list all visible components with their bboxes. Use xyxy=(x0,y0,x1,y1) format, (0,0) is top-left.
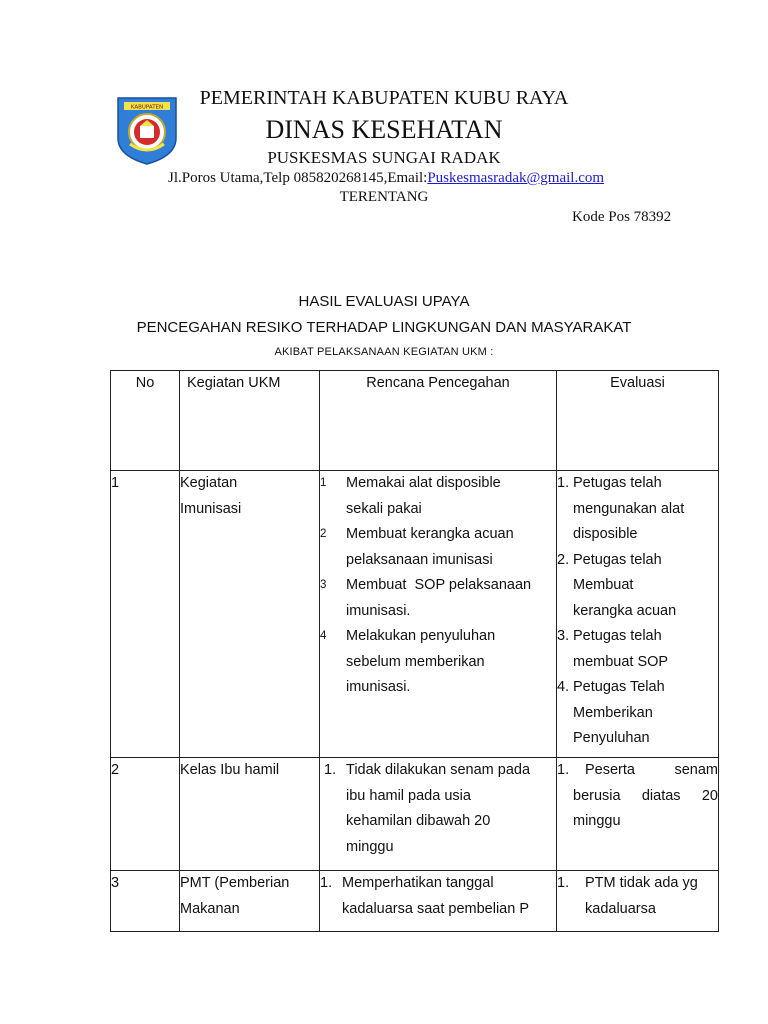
letterhead-agency: DINAS KESEHATAN xyxy=(265,115,503,144)
item-text: pelaksanaan imunisasi xyxy=(346,551,493,568)
kegiatan-line: Kegiatan xyxy=(180,475,238,491)
item-text: minggu xyxy=(573,813,621,829)
item-text: Melakukan penyuluhan xyxy=(346,628,496,644)
list-item xyxy=(557,758,718,784)
document-subtitle: PENCEGAHAN RESIKO TERHADAP LINGKUNGAN DAN MASYARAKAT xyxy=(136,319,632,336)
list-item xyxy=(320,871,556,922)
letterhead-puskesmas: PUSKESMAS SUNGAI RADAK xyxy=(267,148,501,167)
kegiatan-line: Imunisasi xyxy=(180,500,242,517)
item-text: Membuat SOP pelaksanaan xyxy=(346,577,532,593)
item-text: Membuat kerangka acuan xyxy=(346,526,514,542)
item-text: Petugas Telah xyxy=(573,679,665,695)
row-evaluasi xyxy=(557,871,719,932)
document-subheading: AKIBAT PELAKSANAAN KEGIATAN UKM : xyxy=(274,346,494,358)
item-text: kehamilan dibawah 20 xyxy=(346,813,491,829)
item-number: 4 xyxy=(320,630,327,642)
item-number: 1. xyxy=(320,875,333,891)
list-item xyxy=(557,675,718,752)
item-text: mengunakan alat xyxy=(573,500,685,517)
document-title: HASIL EVALUASI UPAYA xyxy=(298,293,470,310)
item-text: kerangka acuan xyxy=(573,602,677,619)
list-item xyxy=(557,871,718,922)
item-number: 1 xyxy=(320,477,327,489)
item-text: Petugas telah xyxy=(573,628,662,644)
letterhead-address xyxy=(168,170,604,187)
letterhead-postal-code: Kode Pos 78392 xyxy=(572,209,672,225)
list-item xyxy=(320,471,556,522)
header-rencana: Rencana Pencegahan xyxy=(320,371,557,471)
table-row xyxy=(111,758,719,871)
header-kegiatan: Kegiatan UKM xyxy=(180,371,320,471)
item-text: imunisasi. xyxy=(346,679,411,695)
header-evaluasi: Evaluasi xyxy=(557,371,719,471)
row-evaluasi xyxy=(557,758,719,871)
logo-lettering: KABUPATEN xyxy=(130,104,164,111)
letterhead-location: TERENTANG xyxy=(339,189,429,205)
item-text: Memakai alat disposible xyxy=(346,475,501,491)
item-text: kadaluarsa saat pembelian P xyxy=(342,900,530,917)
row-evaluasi xyxy=(557,471,719,758)
item-text: PTM tidak ada yg xyxy=(585,875,698,891)
table-row xyxy=(111,471,719,758)
header-no: No xyxy=(111,371,180,471)
item-number: 1. xyxy=(557,475,570,491)
address-text: Jl.Poros Utama,Telp 085820268145,Email: xyxy=(168,170,428,186)
item-text: imunisasi. xyxy=(346,602,411,619)
row-kegiatan xyxy=(180,471,320,758)
row-number: 3 xyxy=(111,871,180,932)
item-number: 1. xyxy=(324,762,337,778)
row-rencana xyxy=(320,758,557,871)
evaluation-table xyxy=(110,370,719,932)
email-link[interactable]: Puskesmasradak@gmail.com xyxy=(427,170,605,186)
item-number: 2. xyxy=(557,551,570,568)
item-text: Petugas telah xyxy=(573,551,662,568)
row-number: 2 xyxy=(111,758,180,871)
list-item xyxy=(320,624,556,701)
item-text: membuat SOP xyxy=(573,653,669,670)
item-text: Peserta senam xyxy=(585,762,718,778)
item-text: minggu xyxy=(346,838,394,855)
list-item xyxy=(320,522,556,573)
list-item xyxy=(320,573,556,624)
item-number: 1. xyxy=(557,762,570,778)
item-text: kadaluarsa xyxy=(585,900,656,917)
item-text: sekali pakai xyxy=(346,500,422,517)
table-row xyxy=(111,871,719,932)
kegiatan-line: PMT (Pemberian xyxy=(180,875,290,891)
row-kegiatan xyxy=(180,871,320,932)
table-header-row xyxy=(111,371,719,471)
list-item xyxy=(557,471,718,548)
item-text: Membuat xyxy=(573,577,634,593)
item-text: ibu hamil pada usia xyxy=(346,787,471,804)
kegiatan-line: Kelas Ibu hamil xyxy=(180,762,280,778)
row-rencana xyxy=(320,471,557,758)
list-item xyxy=(557,624,718,675)
list-item xyxy=(320,758,556,860)
item-text: sebelum memberikan xyxy=(346,653,485,670)
item-text: Petugas telah xyxy=(573,475,662,491)
item-number: 3 xyxy=(320,579,327,591)
list-item xyxy=(557,548,718,625)
item-number: 3. xyxy=(557,628,570,644)
row-kegiatan xyxy=(180,758,320,871)
item-text: Memperhatikan tanggal xyxy=(342,875,494,891)
item-number: 2 xyxy=(320,528,327,540)
item-number: 4. xyxy=(557,679,570,695)
item-number: 1. xyxy=(557,875,570,891)
item-text: berusia diatas 20 xyxy=(573,787,718,804)
item-text: Tidak dilakukan senam pada xyxy=(346,762,531,778)
item-text: Penyuluhan xyxy=(573,730,650,746)
row-rencana xyxy=(320,871,557,932)
kegiatan-line: Makanan xyxy=(180,900,240,917)
letterhead-government: PEMERINTAH KABUPATEN KUBU RAYA xyxy=(199,87,569,109)
item-text: Memberikan xyxy=(573,704,653,721)
row-number: 1 xyxy=(111,471,180,758)
item-text: disposible xyxy=(573,526,638,542)
